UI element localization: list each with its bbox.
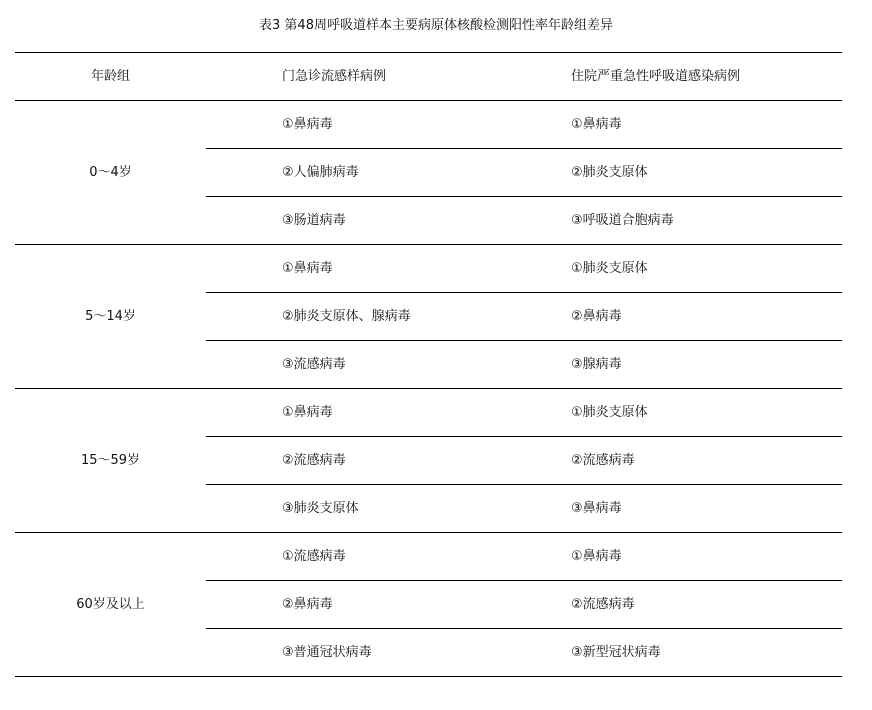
- inpatient-cell: ②鼻病毒: [494, 293, 842, 341]
- outpatient-cell: ①鼻病毒: [206, 101, 494, 149]
- inpatient-cell: ①鼻病毒: [494, 101, 842, 149]
- header-row: [15, 53, 842, 101]
- outpatient-cell: ②鼻病毒: [206, 581, 494, 629]
- header-inpatient-sari: 住院严重急性呼吸道感染病例: [494, 53, 842, 101]
- table-row: [15, 245, 842, 293]
- table-row: [15, 101, 842, 149]
- outpatient-cell: ②肺炎支原体、腺病毒: [206, 293, 494, 341]
- outpatient-cell: ②流感病毒: [206, 437, 494, 485]
- table-row: [15, 389, 842, 437]
- age-group-cell: 5～14岁: [15, 245, 206, 389]
- outpatient-cell: ③流感病毒: [206, 341, 494, 389]
- outpatient-cell: ③肠道病毒: [206, 197, 494, 245]
- inpatient-cell: ③新型冠状病毒: [494, 629, 842, 677]
- outpatient-cell: ②人偏肺病毒: [206, 149, 494, 197]
- outpatient-cell: ①鼻病毒: [282, 404, 333, 420]
- inpatient-cell: ③腺病毒: [494, 341, 842, 389]
- table-title: 表3 第48周呼吸道样本主要病原体核酸检测阳性率年龄组差异: [259, 18, 613, 33]
- inpatient-cell: ②肺炎支原体: [494, 149, 842, 197]
- header-age-group: 年龄组: [15, 53, 206, 101]
- inpatient-cell: ②流感病毒: [494, 581, 842, 629]
- inpatient-cell: ③鼻病毒: [494, 485, 842, 533]
- outpatient-cell: ①流感病毒: [282, 548, 346, 564]
- outpatient-cell: ③肺炎支原体: [206, 485, 494, 533]
- header-outpatient-ili: 门急诊流感样病例: [206, 53, 494, 101]
- pathogen-table: [15, 52, 842, 677]
- inpatient-cell: ①鼻病毒: [571, 548, 622, 564]
- inpatient-cell: ②流感病毒: [494, 437, 842, 485]
- age-group-cell: 15～59岁: [15, 389, 206, 533]
- inpatient-cell: ①肺炎支原体: [571, 404, 648, 420]
- outpatient-cell: ①鼻病毒: [282, 260, 333, 276]
- inpatient-cell: ①肺炎支原体: [571, 260, 648, 276]
- table-row: [15, 533, 842, 581]
- age-group-cell: 0～4岁: [15, 101, 206, 245]
- inpatient-cell: ③呼吸道合胞病毒: [494, 197, 842, 245]
- outpatient-cell: ③普通冠状病毒: [206, 629, 494, 677]
- age-group-cell: 60岁及以上: [15, 533, 206, 677]
